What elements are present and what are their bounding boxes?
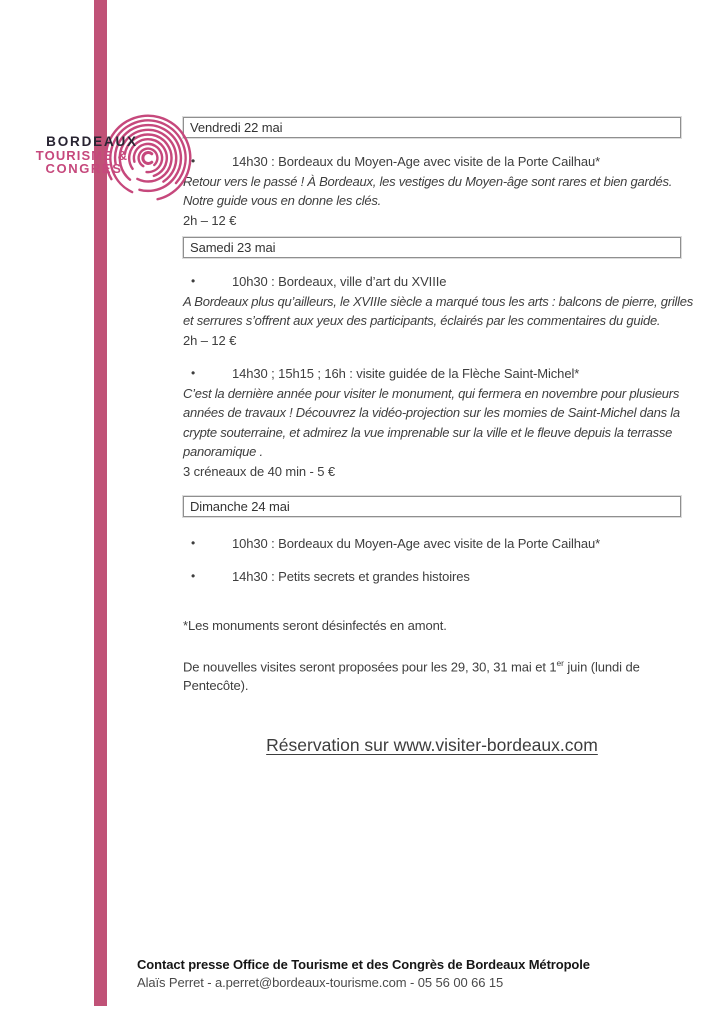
event-title [183, 567, 681, 587]
day-header [183, 496, 681, 517]
new-visits-note-text: De nouvelles visites seront proposées pour les 29, 30, 31 mai et 1 [183, 658, 557, 674]
event-item [183, 534, 681, 554]
event-description-line: panoramique . [183, 444, 263, 459]
press-contact-footer [137, 956, 590, 992]
event-duration-price: 2h – 12 € [183, 212, 237, 228]
event-description-line: et serrures s’offrent aux yeux des participants, éclairés par les commentaires du guide. [183, 313, 661, 328]
day-section-vendredi-22-mai [183, 117, 681, 230]
event-item [183, 152, 681, 230]
bullet-icon: • [191, 366, 196, 380]
event-item [183, 364, 681, 481]
event-description-line: C’est la dernière année pour visiter le monument, qui fermera en novembre pour plusieurs [183, 385, 680, 401]
event-title [183, 364, 681, 384]
bullet-icon: • [191, 154, 196, 168]
logo-text-bordeaux: BORDEAUX [46, 134, 138, 149]
bordeaux-tourisme-logo [0, 0, 210, 230]
event-title-text: 14h30 : Petits secrets et grandes histoires [232, 568, 470, 584]
event-title-text: 14h30 : Bordeaux du Moyen-Age avec visite de la Porte Cailhau* [232, 154, 601, 169]
event-description-line: Retour vers le passé ! À Bordeaux, les vestiges du Moyen-âge sont rares et bien gardés. [183, 173, 673, 189]
event-title-text: 14h30 ; 15h15 ; 16h : visite guidée de la Flèche Saint-Michel* [232, 366, 580, 381]
event-title-text: 10h30 : Bordeaux du Moyen-Age avec visite de la Porte Cailhau* [232, 536, 601, 551]
bullet-icon: • [191, 274, 196, 288]
footnotes [183, 616, 688, 696]
bullet-icon: • [191, 536, 196, 550]
event-duration-price: 2h – 12 € [183, 332, 237, 348]
event-title [183, 534, 681, 554]
day-title: Dimanche 24 mai [190, 499, 290, 514]
day-header [183, 237, 681, 258]
event-title [183, 272, 681, 292]
day-title: Vendredi 22 mai [190, 120, 283, 135]
day-title: Samedi 23 mai [190, 240, 276, 255]
event-duration-price: 3 créneaux de 40 min - 5 € [183, 463, 336, 479]
event-description-line: crypte souterraine, et admirez la vue imprenable sur la ville et le fleuve depuis la terrasse [183, 424, 673, 440]
event-description-line: Notre guide vous en donne les clés. [183, 193, 381, 208]
new-visits-note [183, 654, 688, 696]
press-contact-details: Alaïs Perret - a.perret@bordeaux-tourisme.com - 05 56 00 66 15 [137, 975, 504, 990]
event-title-text: 10h30 : Bordeaux, ville d’art du XVIIIe [232, 274, 447, 289]
event-description-line: A Bordeaux plus qu’ailleurs, le XVIIIe siècle a marqué tous les arts : balcons de pierre, grilles [183, 293, 693, 309]
bullet-icon: • [191, 568, 196, 583]
day-section-samedi-23-mai [183, 237, 693, 481]
logo-text-congres: CONGRÈS [45, 161, 123, 176]
event-item [183, 272, 693, 350]
ordinal-superscript: er [556, 657, 564, 668]
disinfection-note: *Les monuments seront désinfectés en amont. [183, 618, 447, 633]
event-title [183, 152, 681, 172]
day-header [183, 117, 681, 138]
reservation-link[interactable]: Réservation sur www.visiter-bordeaux.com [266, 735, 598, 755]
logo-text-tourisme: TOURISME & [35, 148, 129, 163]
new-visits-note-text: juin (lundi de Pentecôte). [183, 658, 640, 694]
day-section-dimanche-24-mai [183, 496, 681, 586]
press-contact-title: Contact presse Office de Tourisme et des Congrès de Bordeaux Métropole [137, 957, 590, 972]
event-item [183, 567, 681, 587]
event-description-line: années de travaux ! Découvrez la vidéo-projection sur les momies de Saint-Michel dans la [183, 405, 680, 420]
reservation-row [183, 735, 681, 756]
